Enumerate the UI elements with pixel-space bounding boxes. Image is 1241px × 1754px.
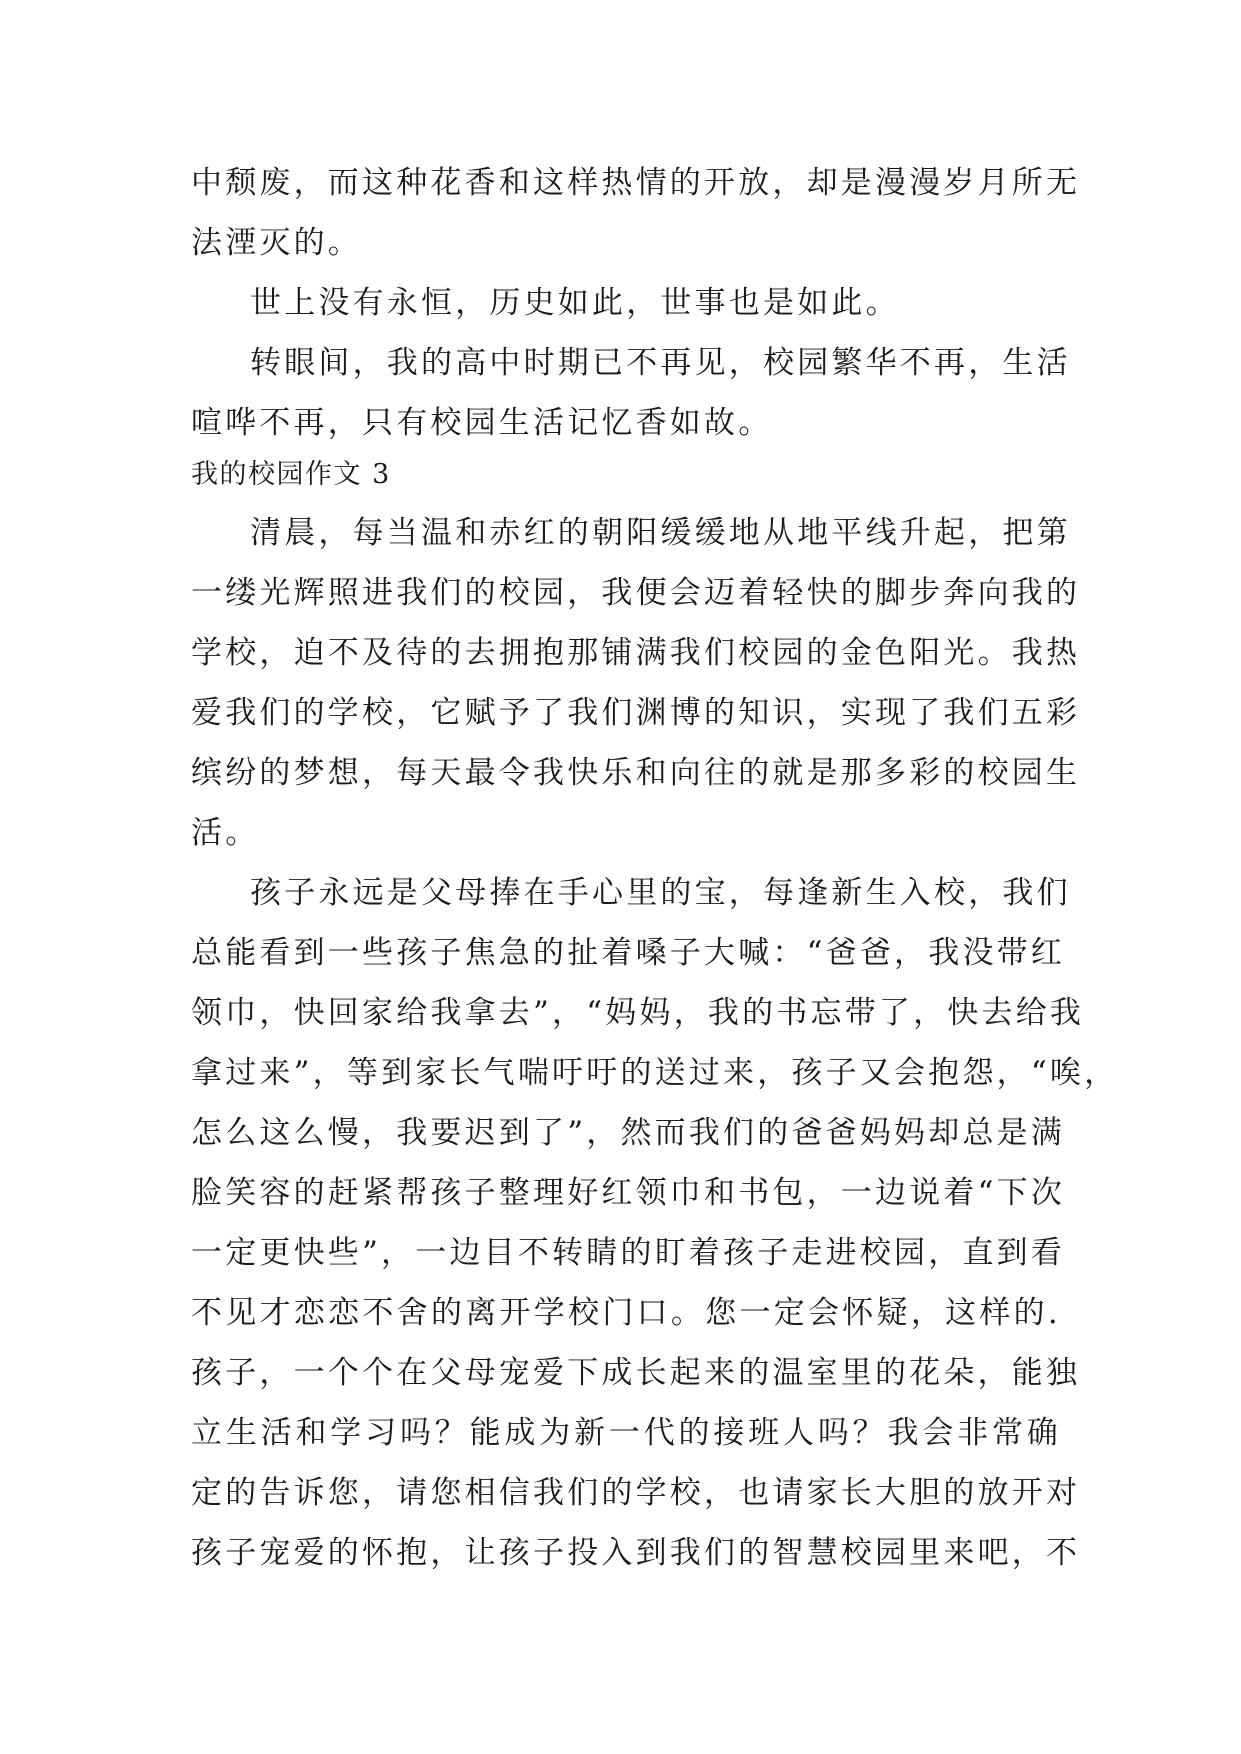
text-line: 转眼间，我的高中时期已不再见，校园繁华不再，生活 (250, 345, 1071, 381)
text-line: 爱我们的学校，它赋予了我们渊博的知识，实现了我们五彩 (191, 695, 1081, 731)
text-line: 孩子永远是父母捧在手心里的宝，每逢新生入校，我们 (250, 875, 1071, 911)
text-line: 一缕光辉照进我们的校园，我便会迈着轻快的脚步奔向我的 (191, 575, 1081, 611)
text-line: 脸笑容的赶紧帮孩子整理好红领巾和书包，一边说着“下次 (191, 1175, 1066, 1211)
text-line: 法湮灭的。 (191, 225, 362, 261)
text-line: 中颓废，而这种花香和这样热情的开放，却是漫漫岁月所无 (191, 165, 1081, 201)
text-line: 不见才恋恋不舍的离开学校门口。您一定会怀疑，这样的. (191, 1295, 1061, 1331)
text-line: 拿过来”，等到家长气喘吁吁的送过来，孩子又会抱怨，“唉， (191, 1055, 1119, 1091)
text-line: 一定更快些”，一边目不转睛的盯着孩子走进校园，直到看 (191, 1235, 1066, 1271)
text-line: 缤纷的梦想，每天最令我快乐和向往的就是那多彩的校园生 (191, 755, 1081, 791)
text-line: 立生活和学习吗？能成为新一代的接班人吗？我会非常确 (191, 1415, 1061, 1451)
text-line: 活。 (191, 815, 260, 851)
text-line: 怎么这么慢，我要迟到了”，然而我们的爸爸妈妈却总是满 (191, 1115, 1066, 1151)
text-line: 喧哗不再，只有校园生活记忆香如故。 (191, 405, 773, 441)
text-line: 领巾，快回家给我拿去”，“妈妈，我的书忘带了，快去给我 (191, 995, 1085, 1031)
section-heading: 我的校园作文 3 (191, 459, 391, 490)
text-line: 总能看到一些孩子焦急的扯着嗓子大喊：“爸爸，我没带红 (191, 935, 1066, 971)
text-line: 清晨，每当温和赤红的朝阳缓缓地从地平线升起，把第 (250, 515, 1071, 551)
text-line: 定的告诉您，请您相信我们的学校，也请家长大胆的放开对 (191, 1475, 1081, 1511)
text-line: 孩子，一个个在父母宠爱下成长起来的温室里的花朵，能独 (191, 1355, 1081, 1391)
text-line: 孩子宠爱的怀抱，让孩子投入到我们的智慧校园里来吧，不 (191, 1535, 1081, 1571)
text-line: 世上没有永恒，历史如此，世事也是如此。 (250, 285, 900, 321)
text-line: 学校，迫不及待的去拥抱那铺满我们校园的金色阳光。我热 (191, 635, 1081, 671)
